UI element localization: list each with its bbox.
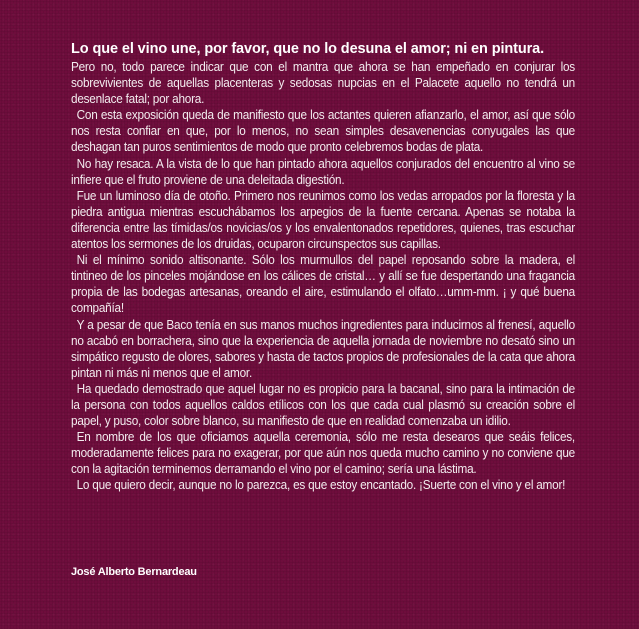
paragraph-baco: Y a pesar de que Baco tenía en sus manos muchos ingredientes para inducirnos al frenesí, aquello no acabó en borrachera, sino que la experiencia de aquella jornada de noviembre no desató sino un simpático regusto de olores, sabores y hasta de tactos propios de profesionales de la cata que ahora pintan ni más ni menos que el amor.	[71, 317, 575, 380]
document-body	[71, 59, 575, 494]
paragraph-encantado: Lo que quiero decir, aunque no lo parezca, es que estoy encantado. ¡Suerte con el vino y el amor!	[76, 478, 566, 493]
paragraph-intro: Pero no, todo parece indicar que con el mantra que ahora se han empeñado en conjurar los sobrevivientes de aquellas placenteras y sedosas nupcias en el Palacete aquello no tendrá un desenlace fatal; por ahora.	[71, 60, 575, 107]
author-signature: José Alberto Bernardeau	[71, 566, 197, 578]
paragraph-resaca: No hay resaca. A la vista de lo que han pintado ahora aquellos conjurados del encuentro al vino se infiere que el fruto proviene de una deleitada digestión.	[71, 156, 575, 187]
paragraph-demostrado: Ha quedado demostrado que aquel lugar no es propicio para la bacanal, sino para la intimación de la persona con todos aquellos caldos etílicos con los que cada cual plasmó su creación sobre el papel, y puso, color sobre blanco, su manifiesto de que en realidad comenzaba un idilio.	[71, 381, 575, 429]
document-title: Lo que el vino une, por favor, que no lo desuna el amor; ni en pintura.	[71, 41, 545, 57]
paragraph-ceremonia: En nombre de los que oficiamos aquella ceremonia, sólo me resta desearos que seáis felices, moderadamente felices para no exagerar, por que aún nos queda mucho camino y no conviene que con la agitación terminemos derramando el vino por el camino; sería una lástima.	[71, 430, 575, 477]
paragraph-exposicion: Con esta exposición queda de manifiesto que los actantes quieren afianzarlo, el amor, así que sólo nos resta confiar en que, por lo menos, no sean simples desavenencias conyugales las que deshagan tan puros sentimientos de modo que pronto celebremos bodas de plata.	[71, 108, 575, 155]
paragraph-otono: Fue un luminoso día de otoño. Primero nos reunimos como los vedas arropados por la floresta y la piedra antigua mientras escuchábamos los arpegios de la fuente cercana. Apenas se notaba la diferencia entre las tímidas/os novicias/os y los envalentonados repetidores, quienes, tras escuchar atentos los sermones de los druidas, ocuparon circunspectos sus capillas.	[71, 188, 575, 252]
document	[71, 40, 575, 578]
paragraph-sonido: Ni el mínimo sonido altisonante. Sólo los murmullos del papel reposando sobre la madera, el tintineo de los pinceles mojándose en los cálices de cristal… y allí se fue despertando una fragancia propia de las bodegas artesanas, oreando el aire, estimulando el olfato…umm-mm. ¡ y qué buena compañía!	[71, 253, 575, 316]
